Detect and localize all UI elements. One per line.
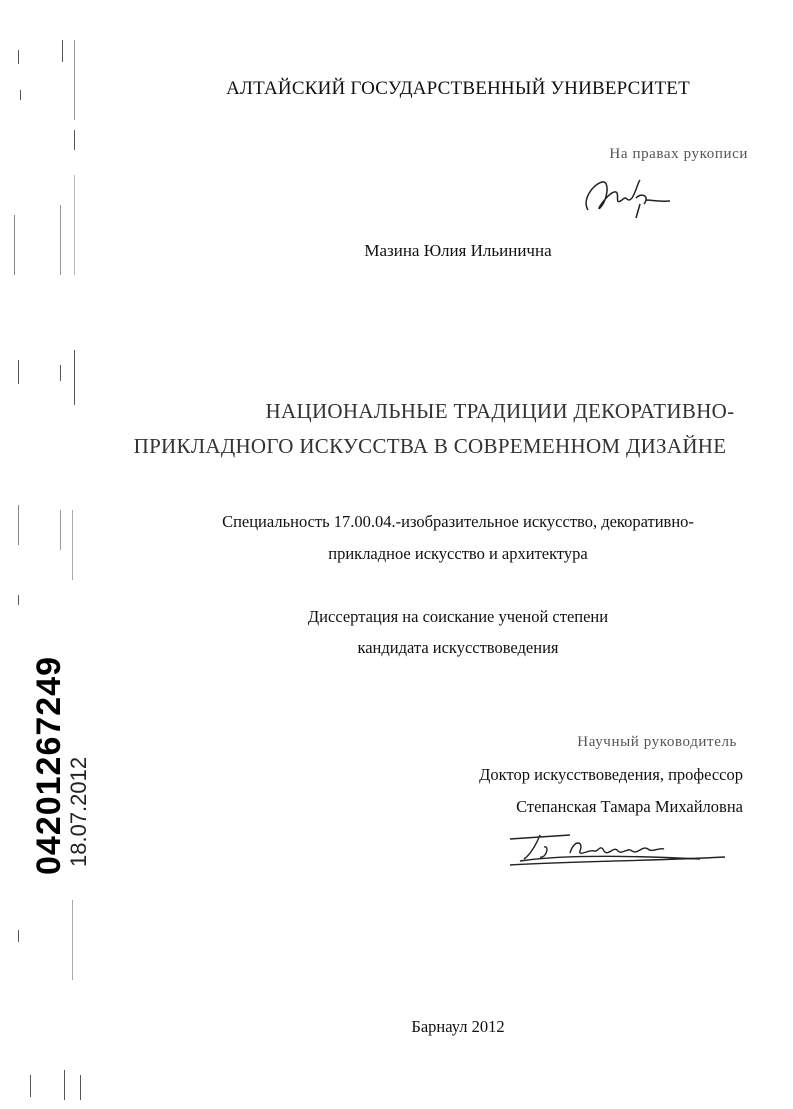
specialty-line-2: прикладное искусство и архитектура: [328, 544, 588, 563]
dissertation-title-line-1: НАЦИОНАЛЬНЫЕ ТРАДИЦИИ ДЕКОРАТИВНО-: [265, 399, 735, 423]
author-signature: [580, 170, 690, 225]
stamp-date: 18.07.2012: [66, 756, 91, 867]
manuscript-note: На правах рукописи: [609, 146, 748, 162]
supervisor-role: Научный руководитель: [577, 734, 737, 750]
author-name: Мазина Юлия Ильинична: [364, 241, 552, 260]
registration-stamp: [32, 656, 90, 875]
specialty-line-1: Специальность 17.00.04.-изобразительное искусство, декоративно-: [222, 512, 694, 531]
supervisor-degree: Доктор искусствоведения, профессор: [479, 765, 743, 784]
degree-line-2: кандидата искусствоведения: [357, 638, 559, 657]
stamp-number: 04201267249: [30, 655, 68, 875]
supervisor-signature: [500, 825, 730, 870]
university-name: АЛТАЙСКИЙ ГОСУДАРСТВЕННЫЙ УНИВЕРСИТЕТ: [226, 78, 690, 99]
supervisor-name: Степанская Тамара Михайловна: [516, 797, 743, 816]
city-and-year: Барнаул 2012: [411, 1017, 505, 1036]
degree-line-1: Диссертация на соискание ученой степени: [307, 607, 609, 626]
dissertation-title-line-2: ПРИКЛАДНОГО ИСКУССТВА В СОВРЕМЕННОМ ДИЗАЙНЕ: [133, 434, 727, 458]
